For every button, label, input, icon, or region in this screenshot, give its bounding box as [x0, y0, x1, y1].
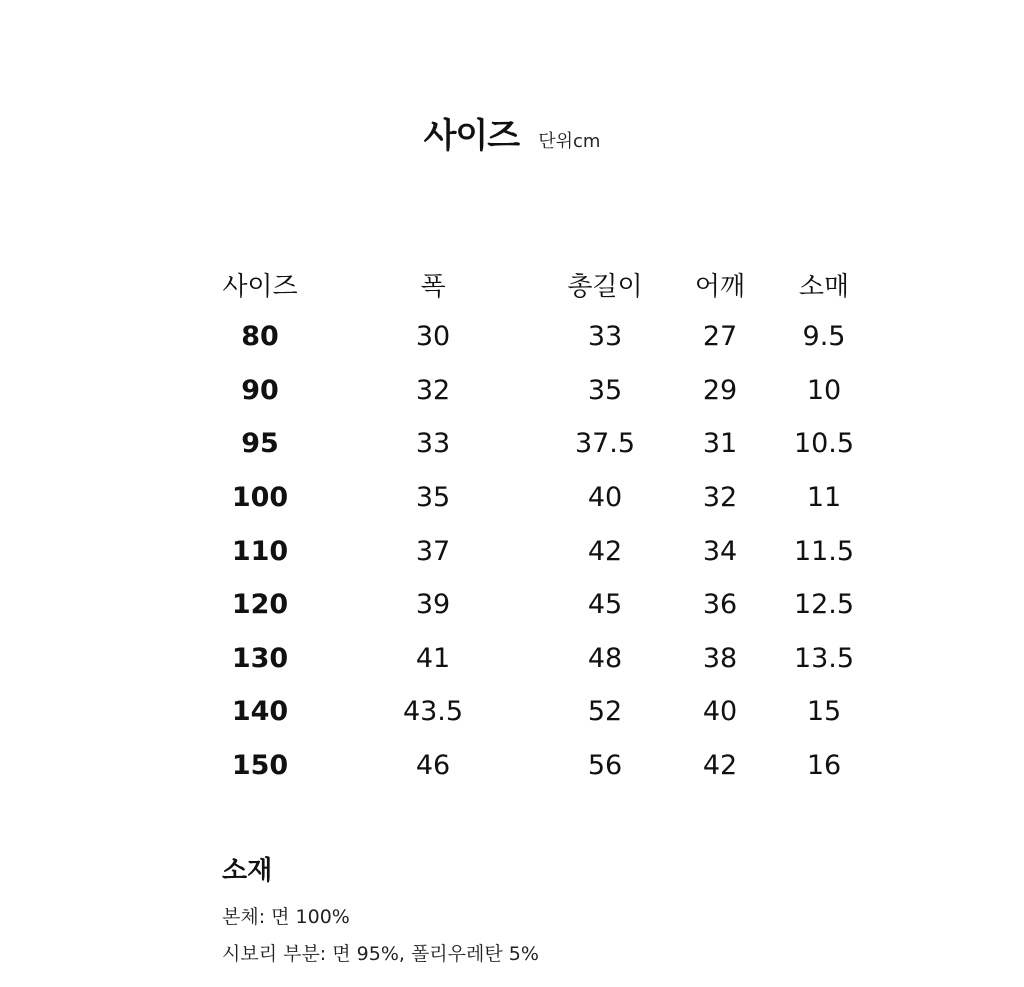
length-cell: 37.5: [574, 428, 636, 460]
shoulder-cell: 27: [702, 321, 738, 353]
sleeve-cell: 10: [806, 374, 842, 406]
sleeve-cell: 12.5: [793, 589, 855, 621]
sleeve-cell: 15: [806, 696, 842, 728]
length-cell: 40: [587, 482, 623, 514]
material-title: 소재: [222, 856, 273, 886]
width-cell: 35: [415, 482, 451, 514]
page-title: 사이즈: [423, 116, 520, 156]
table-row: [200, 524, 872, 578]
width-cell: 39: [415, 589, 451, 621]
length-cell: 42: [587, 535, 623, 567]
length-cell: 52: [587, 696, 623, 728]
sleeve-cell: 9.5: [802, 321, 846, 353]
size-cell: 150: [231, 750, 289, 782]
table-row: [200, 632, 872, 686]
material-line-body: 본체: 면 100%: [222, 906, 350, 928]
sleeve-cell: 10.5: [793, 428, 855, 460]
size-cell: 90: [241, 374, 279, 406]
material-section: [222, 850, 539, 973]
width-cell: 43.5: [402, 696, 464, 728]
length-cell: 56: [587, 750, 623, 782]
table-row: [200, 310, 872, 364]
size-cell: 80: [241, 321, 279, 353]
header-width: 폭: [420, 271, 446, 302]
header-size: 사이즈: [222, 271, 298, 302]
size-cell: 95: [241, 428, 279, 460]
title-row: [0, 108, 1024, 157]
length-cell: 35: [587, 374, 623, 406]
width-cell: 33: [415, 428, 451, 460]
header-sleeve: 소매: [798, 271, 850, 302]
material-line-rib: 시보리 부분: 면 95%, 폴리우레탄 5%: [222, 943, 539, 965]
size-cell: 110: [231, 535, 289, 567]
table-row: [200, 739, 872, 793]
table-row: [200, 364, 872, 418]
sleeve-cell: 16: [806, 750, 842, 782]
width-cell: 30: [415, 321, 451, 353]
width-cell: 37: [415, 535, 451, 567]
unit-label: 단위cm: [538, 131, 601, 152]
size-cell: 120: [231, 589, 289, 621]
table-row: [200, 471, 872, 525]
sleeve-cell: 13.5: [793, 642, 855, 674]
shoulder-cell: 38: [702, 642, 738, 674]
shoulder-cell: 40: [702, 696, 738, 728]
shoulder-cell: 42: [702, 750, 738, 782]
width-cell: 46: [415, 750, 451, 782]
width-cell: 41: [415, 642, 451, 674]
length-cell: 33: [587, 321, 623, 353]
header-length: 총길이: [567, 271, 643, 302]
length-cell: 45: [587, 589, 623, 621]
size-cell: 130: [231, 642, 289, 674]
table-header-row: [200, 258, 872, 310]
shoulder-cell: 29: [702, 374, 738, 406]
size-cell: 140: [231, 696, 289, 728]
table-row: [200, 578, 872, 632]
length-cell: 48: [587, 642, 623, 674]
table-row: [200, 685, 872, 739]
shoulder-cell: 36: [702, 589, 738, 621]
shoulder-cell: 32: [702, 482, 738, 514]
shoulder-cell: 31: [702, 428, 738, 460]
size-cell: 100: [231, 482, 289, 514]
size-table: [200, 258, 872, 792]
table-body: [200, 310, 872, 792]
sleeve-cell: 11.5: [793, 535, 855, 567]
width-cell: 32: [415, 374, 451, 406]
shoulder-cell: 34: [702, 535, 738, 567]
header-shoulder: 어깨: [694, 271, 746, 302]
sleeve-cell: 11: [806, 482, 842, 514]
table-row: [200, 417, 872, 471]
